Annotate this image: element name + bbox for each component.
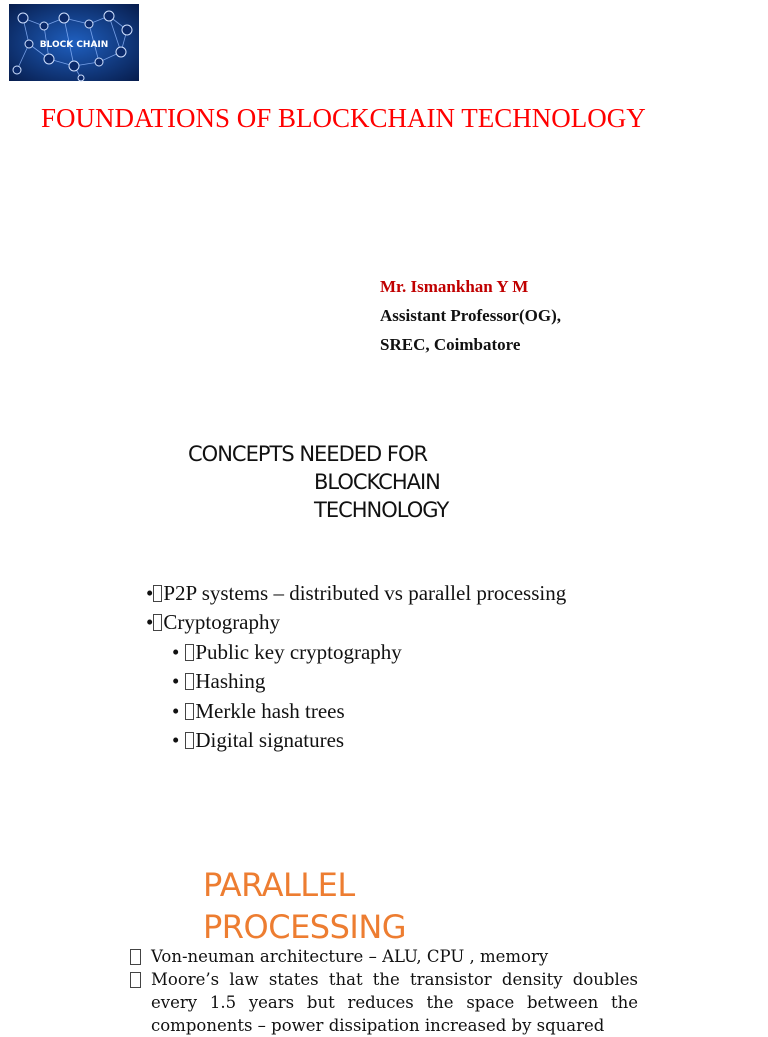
list-item: [130, 968, 638, 1037]
list-item-text: Von-neuman architecture – ALU, CPU , memory: [151, 947, 549, 966]
parallel-heading-line: PROCESSING: [203, 908, 407, 946]
bullet-icon: •: [172, 669, 180, 694]
list-item: [130, 945, 638, 968]
concepts-list: [146, 579, 566, 755]
bullet-icon: •: [172, 698, 180, 723]
missing-glyph-box-icon: [185, 673, 194, 690]
missing-glyph-box-icon: [185, 644, 194, 661]
missing-glyph-box-icon: [185, 703, 194, 720]
concepts-heading-line: BLOCKCHAIN: [314, 470, 440, 494]
list-item-text: Merkle hash trees: [195, 698, 345, 723]
list-item: [146, 726, 566, 755]
bullet-icon: •: [146, 581, 154, 605]
list-item: [146, 638, 566, 667]
list-item-text: P2P systems – distributed vs parallel processing: [163, 581, 567, 605]
missing-glyph-box-icon: [185, 732, 194, 749]
author-name: Mr. Ismankhan Y M: [380, 277, 529, 296]
author-designation: Assistant Professor(OG),: [380, 306, 561, 325]
author-institution: SREC, Coimbatore: [380, 335, 521, 354]
missing-glyph-box-icon: [153, 585, 162, 602]
page-title: FOUNDATIONS OF BLOCKCHAIN TECHNOLOGY: [41, 103, 646, 133]
list-item: [146, 579, 566, 608]
missing-glyph-box-icon: [130, 972, 141, 988]
list-item-text: Public key cryptography: [195, 639, 402, 664]
list-item: [146, 697, 566, 726]
missing-glyph-box-icon: [153, 614, 162, 631]
bullet-icon: •: [146, 610, 154, 635]
parallel-processing-body: [130, 945, 638, 1037]
bullet-icon: •: [172, 639, 180, 664]
list-item-text: Cryptography: [163, 610, 281, 635]
concepts-heading-line: CONCEPTS NEEDED FOR: [188, 442, 428, 466]
parallel-heading-line: PARALLEL: [203, 866, 355, 904]
logo-text: BLOCK CHAIN: [39, 40, 109, 50]
bullet-icon: •: [172, 728, 180, 753]
parallel-processing-heading: [203, 864, 406, 948]
concepts-heading-line: TECHNOLOGY: [314, 498, 449, 522]
author-block: [380, 272, 561, 359]
blockchain-network-icon: [9, 4, 139, 81]
list-item: [146, 667, 566, 696]
list-item-text: Digital signatures: [195, 728, 345, 753]
concepts-heading: [188, 440, 478, 524]
list-item-text: Hashing: [195, 669, 266, 694]
list-item: [146, 608, 566, 637]
blockchain-logo: [9, 4, 139, 81]
missing-glyph-box-icon: [130, 949, 141, 965]
list-item-text: Moore’s law states that the transistor density doubles every 1.5 years but reduces the space between the components – power dissipation increased by squared: [151, 970, 638, 1035]
